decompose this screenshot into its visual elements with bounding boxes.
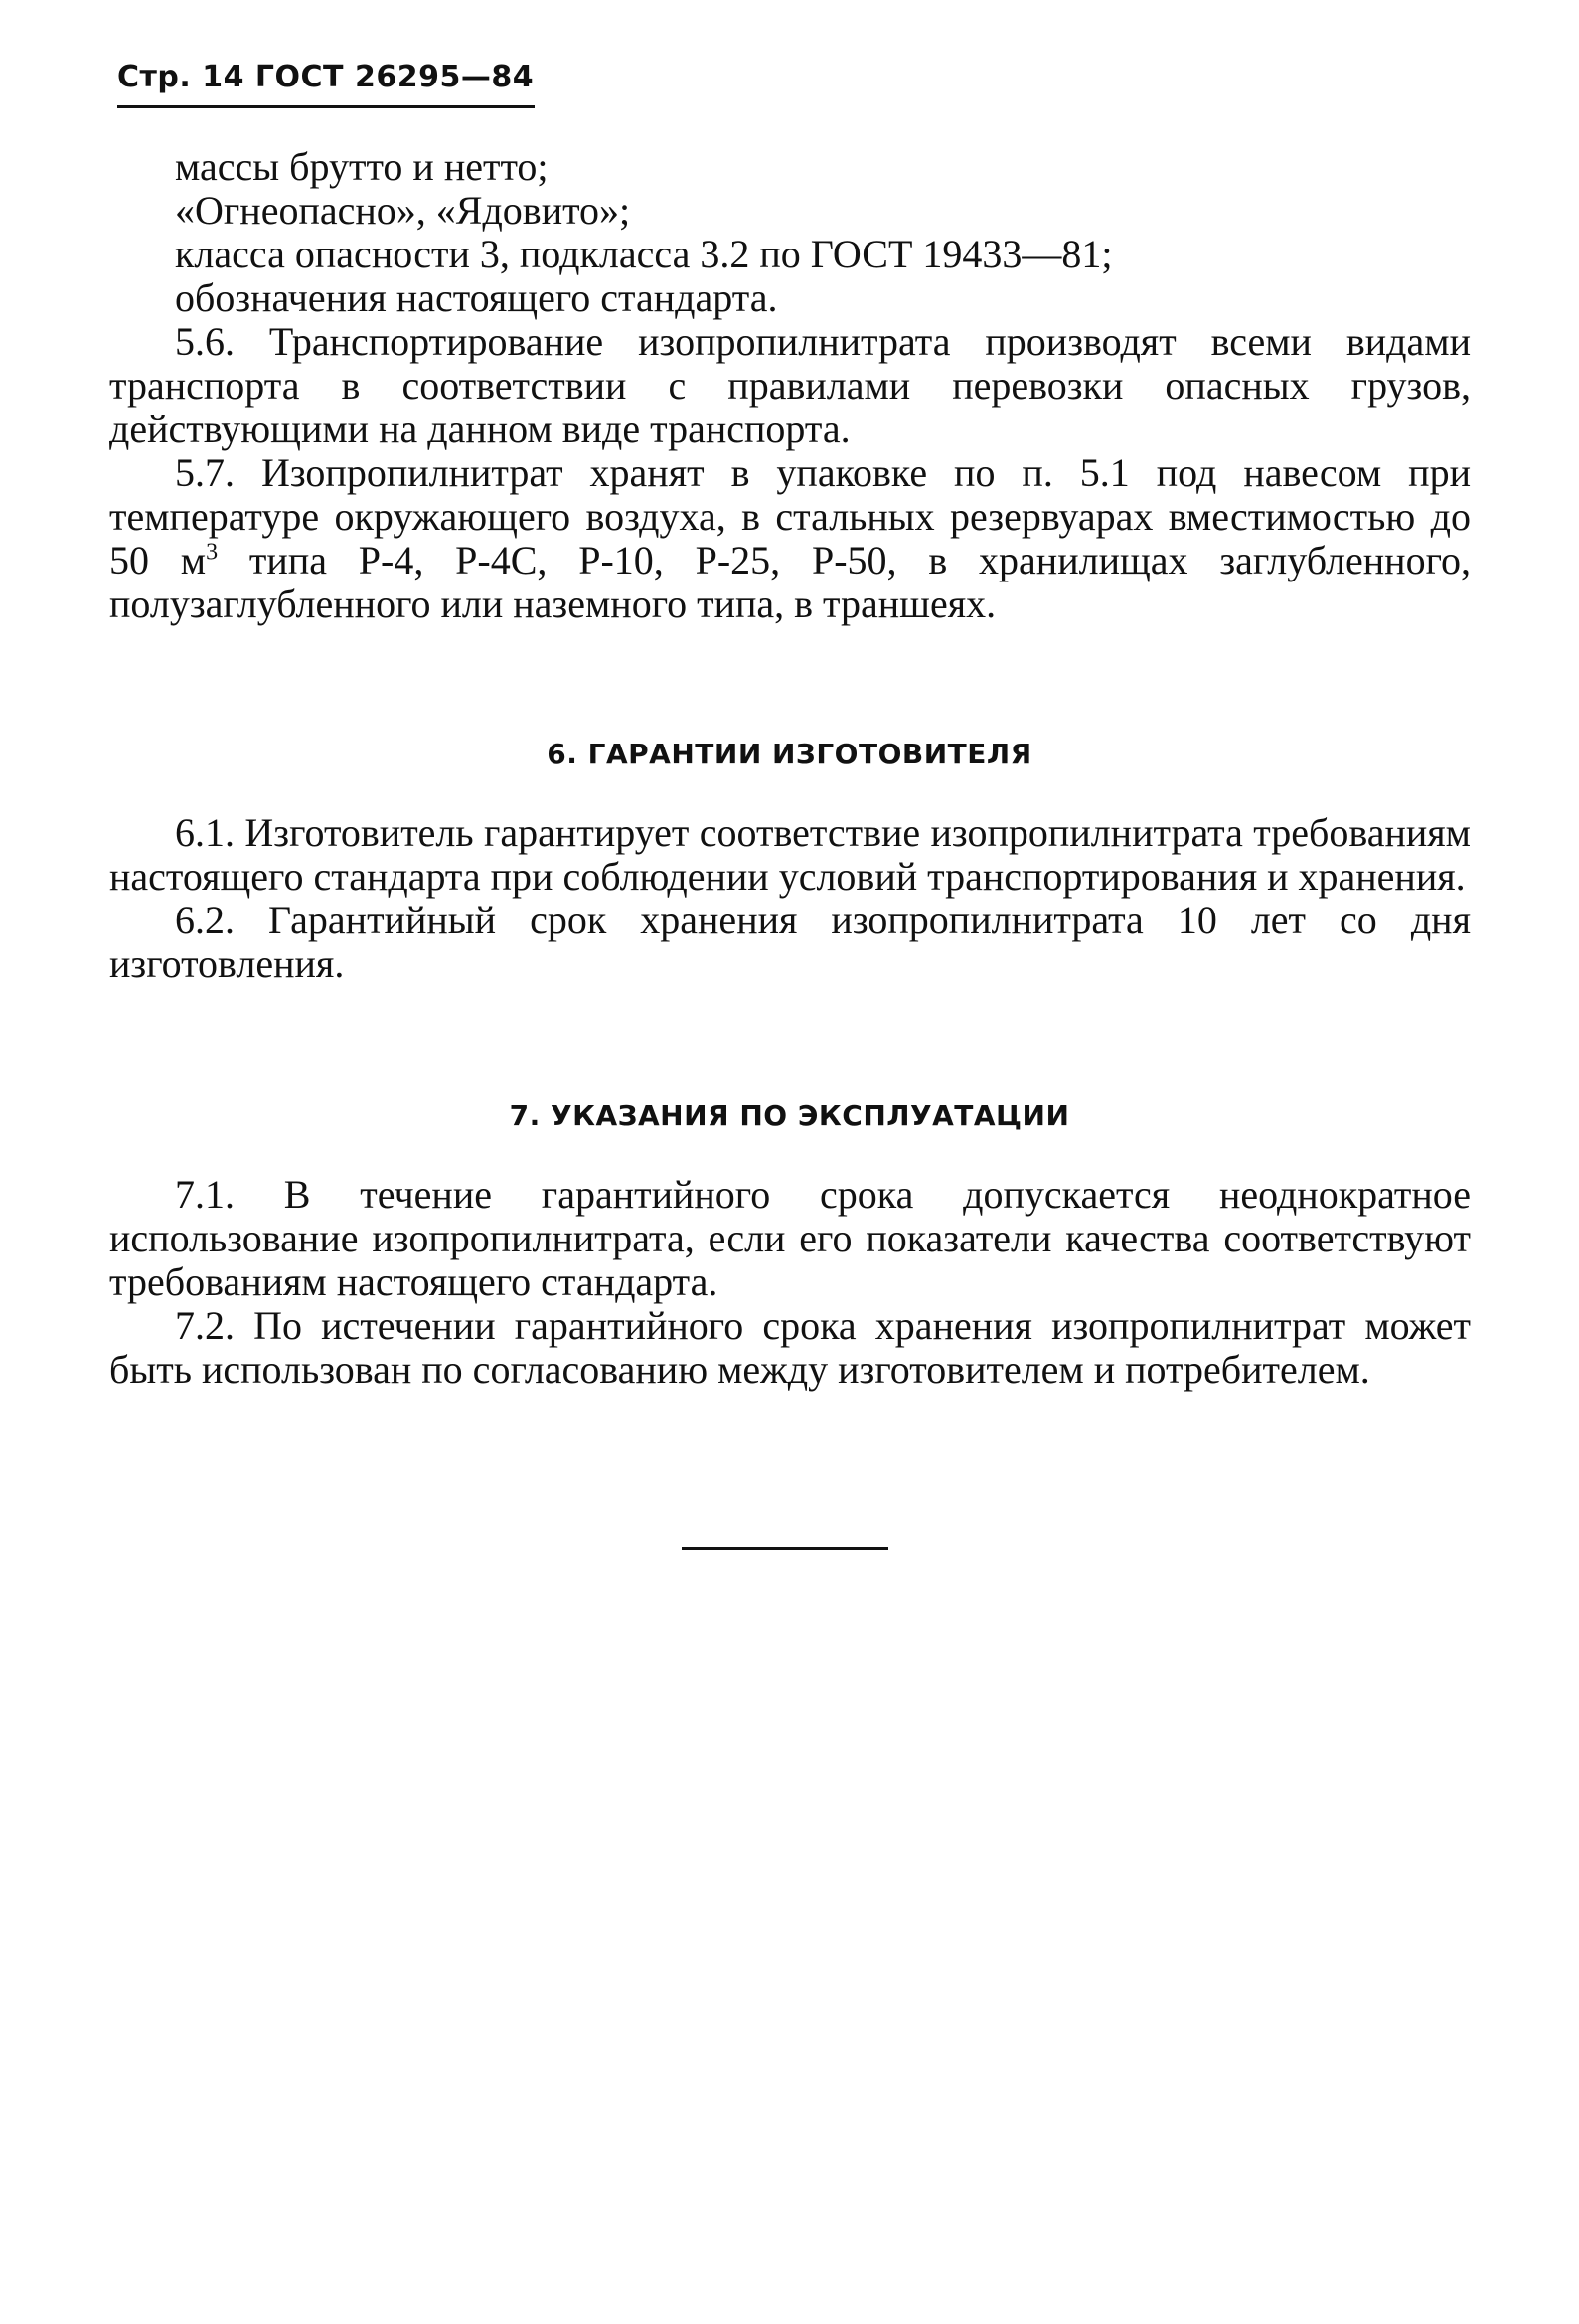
section-6-heading: 6. ГАРАНТИИ ИЗГОТОВИТЕЛЯ bbox=[547, 738, 1032, 770]
section-7-body bbox=[109, 1173, 1471, 1392]
clause-5-7 bbox=[109, 451, 1471, 626]
clause-5-7-superscript: 3 bbox=[206, 539, 219, 566]
clause-5-6: 5.6. Транспортирование изопропилнитрата производят всеми видами транспорта в соответствии с правилами перевозки опасных грузов, действующими на данном виде транспорта. bbox=[109, 319, 1471, 451]
header-underline bbox=[117, 105, 535, 108]
list-item: обозначения настоящего стандарта. bbox=[175, 275, 778, 320]
section-5-continuation bbox=[109, 145, 1471, 626]
list-item: «Огнеопасно», «Ядовито»; bbox=[175, 188, 631, 233]
section-6-body bbox=[109, 811, 1471, 986]
clause-7-1: 7.1. В течение гарантийного срока допускается неоднократное использование изопропилнитрата, если его показатели качества соответствуют требованиям настоящего стандарта. bbox=[109, 1172, 1471, 1304]
list-item: класса опасности 3, подкласса 3.2 по ГОСТ 19433—81; bbox=[175, 232, 1113, 276]
end-of-document-rule bbox=[682, 1547, 888, 1550]
clause-5-7-text-start: 5.7. Изопропилнитрат хранят в упаковке по п. 5.1 под навесом при температуре окружающего воздуха, в стальных резервуарах вместимостью до 50 м bbox=[109, 450, 1471, 582]
clause-6-1: 6.1. Изготовитель гарантирует соответствие изопропилнитрата требованиям настоящего стандарта при соблюдении условий транспортирования и хранения. bbox=[109, 810, 1471, 899]
clause-7-2: 7.2. По истечении гарантийного срока хранения изопропилнитрат может быть использован по согласованию между изготовителем и потребителем. bbox=[109, 1303, 1471, 1392]
clause-6-2: 6.2. Гарантийный срок хранения изопропилнитрата 10 лет со дня изготовления. bbox=[109, 898, 1471, 986]
list-item: массы брутто и нетто; bbox=[175, 144, 549, 189]
section-7-heading: 7. УКАЗАНИЯ ПО ЭКСПЛУАТАЦИИ bbox=[509, 1099, 1070, 1132]
clause-5-7-text-end: типа Р-4, Р-4С, Р-10, Р-25, Р-50, в хранилищах заглубленного, полузаглубленного или наземного типа, в траншеях. bbox=[109, 538, 1471, 626]
page-header: Стр. 14 ГОСТ 26295—84 bbox=[117, 60, 535, 94]
